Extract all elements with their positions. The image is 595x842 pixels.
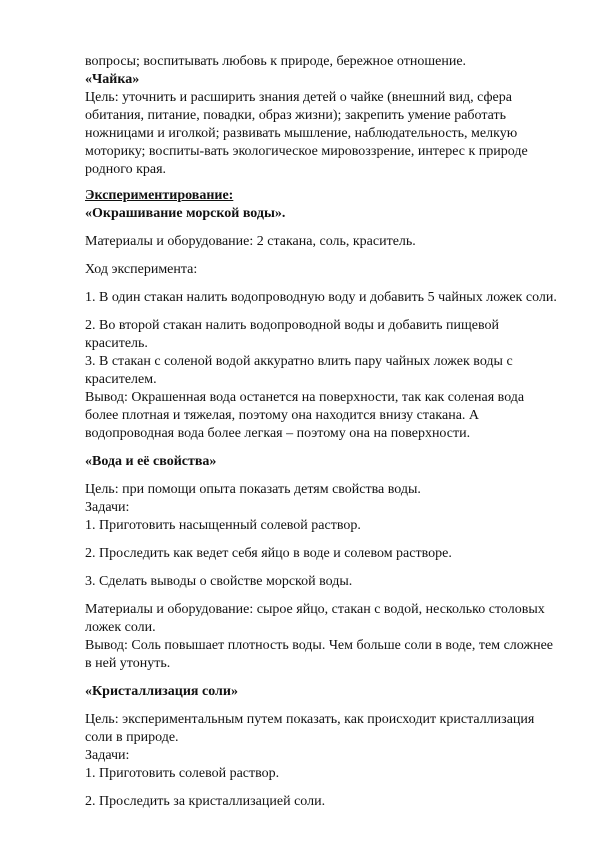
exp1-conclusion-line: водопроводная вода более легкая – поэтому она на поверхности.	[85, 426, 471, 441]
exp3-goal-line: соли в природе.	[85, 730, 179, 745]
intro-tail-text: вопросы; воспитывать любовь к природе, бережное отношение.	[85, 54, 467, 69]
exp3-goal-line: Цель: экспериментальным путем показать, как происходит кристаллизация	[85, 712, 535, 727]
experiment-heading: Экспериментирование:	[85, 188, 234, 203]
document-page	[85, 53, 565, 811]
chaika-text-line: Цель: уточнить и расширить знания детей о чайке (внешний вид, сфера	[85, 90, 512, 105]
exp2-goal: Цель: при помощи опыта показать детям свойства воды.	[85, 482, 421, 497]
exp1-conclusion-line: Вывод: Окрашенная вода останется на поверхности, так как соленая вода	[85, 390, 525, 405]
exp3-task-1: 1. Приготовить солевой раствор.	[85, 766, 280, 781]
exp1-title: «Окрашивание морской воды».	[85, 206, 286, 221]
exp1-materials: Материалы и оборудование: 2 стакана, соль, краситель.	[85, 234, 416, 249]
exp1-step-3-line: 3. В стакан с соленой водой аккуратно влить пару чайных ложек воды с	[85, 354, 513, 369]
chaika-title: «Чайка»	[85, 72, 140, 87]
exp1-step-1: 1. В один стакан налить водопроводную воду и добавить 5 чайных ложек соли.	[85, 290, 557, 305]
chaika-text-line: родного края.	[85, 162, 167, 177]
exp1-step-3-line: красителем.	[85, 372, 157, 387]
exp2-materials-line: Материалы и оборудование: сырое яйцо, стакан с водой, несколько столовых	[85, 602, 545, 617]
exp2-task-1: 1. Приготовить насыщенный солевой раствор.	[85, 518, 361, 533]
chaika-text-line: моторику; воспиты-вать экологическое мировоззрение, интерес к природе	[85, 144, 528, 159]
chaika-text-line: ножницами и иголкой; развивать мышление, наблюдательность, мелкую	[85, 126, 518, 141]
exp3-title: «Кристаллизация соли»	[85, 684, 238, 699]
exp2-tasks-label: Задачи:	[85, 500, 130, 515]
exp2-conclusion-line: в ней утонуть.	[85, 656, 171, 671]
exp1-step-2-line: 2. Во второй стакан налить водопроводной воды и добавить пищевой	[85, 318, 499, 333]
chaika-text-line: обитания, питание, повадки, образ жизни); закрепить умение работать	[85, 108, 507, 123]
exp1-course-label: Ход эксперимента:	[85, 262, 198, 277]
exp3-task-2: 2. Проследить за кристаллизацией соли.	[85, 794, 326, 809]
exp2-conclusion-line: Вывод: Соль повышает плотность воды. Чем больше соли в воде, тем сложнее	[85, 638, 554, 653]
exp1-conclusion-line: более плотная и тяжелая, поэтому она находится внизу стакана. А	[85, 408, 480, 423]
exp1-step-2-line: краситель.	[85, 336, 148, 351]
exp2-task-2: 2. Проследить как ведет себя яйцо в воде и солевом растворе.	[85, 546, 452, 561]
exp3-tasks-label: Задачи:	[85, 748, 130, 763]
exp2-task-3: 3. Сделать выводы о свойстве морской воды.	[85, 574, 353, 589]
exp2-title: «Вода и её свойства»	[85, 454, 217, 469]
exp2-materials-line: ложек соли.	[85, 620, 156, 635]
